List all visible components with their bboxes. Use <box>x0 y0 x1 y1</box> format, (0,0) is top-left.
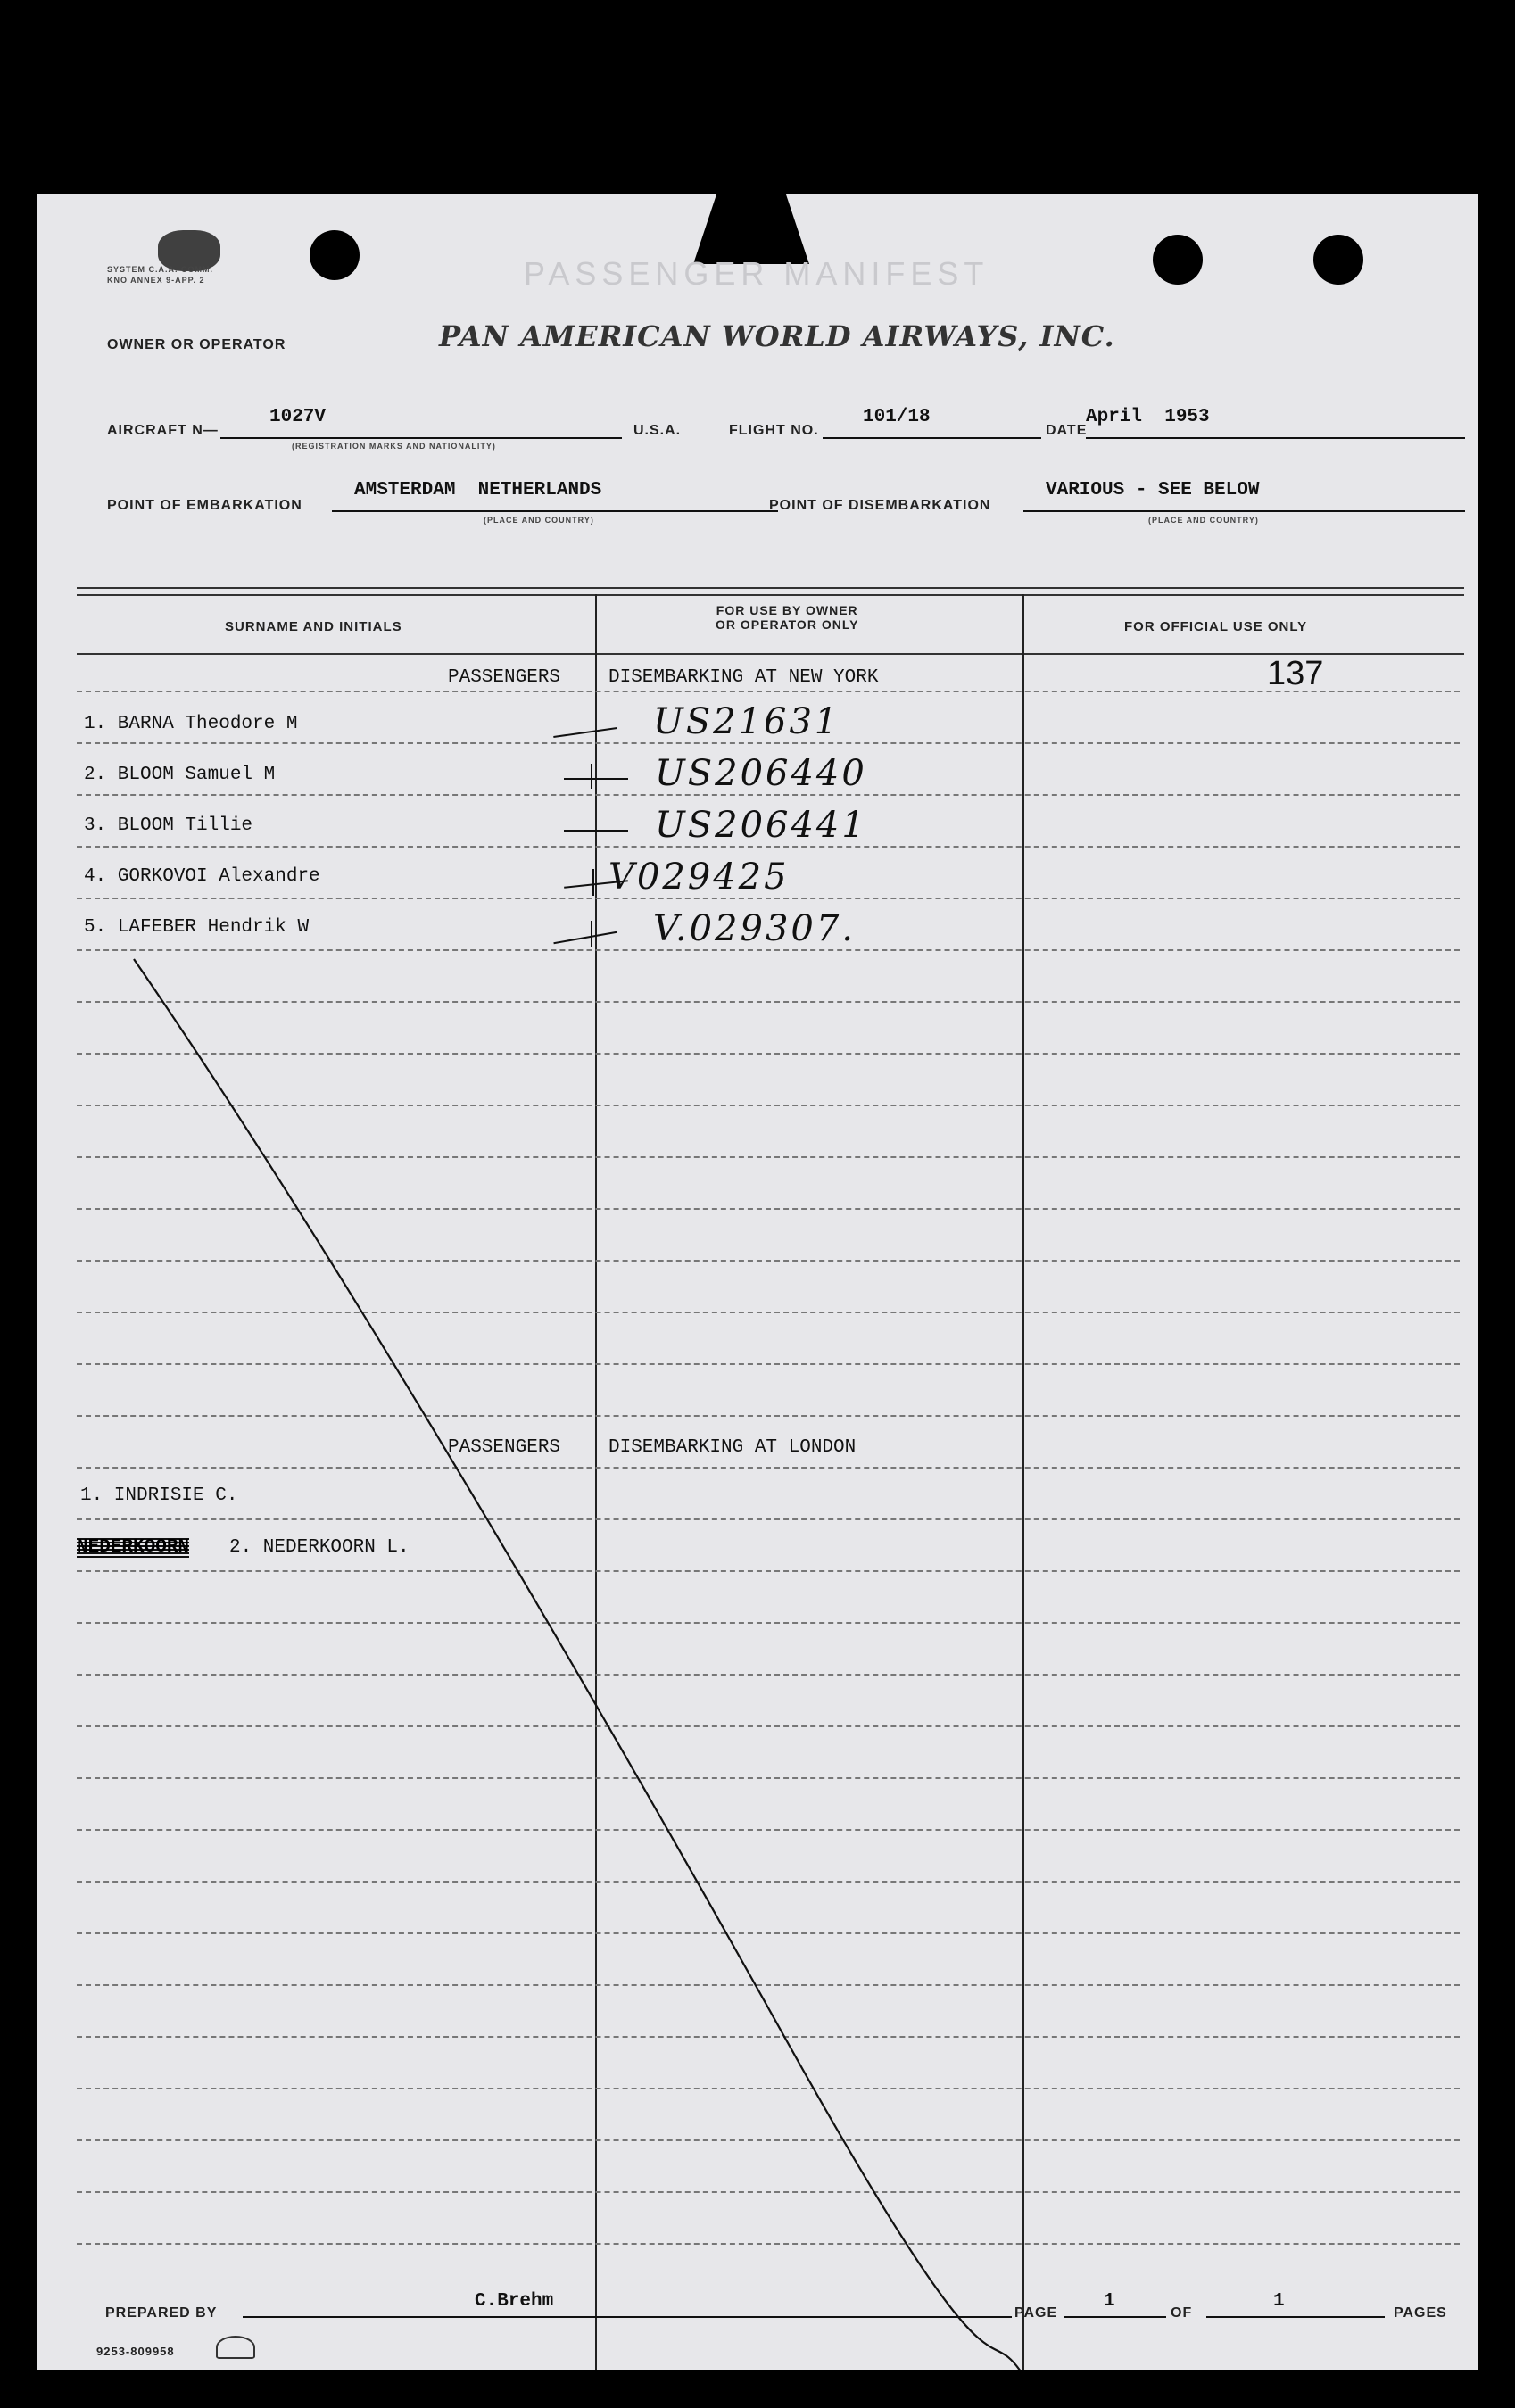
ruled-line <box>77 1777 1460 1779</box>
check-mark-tick <box>591 764 592 789</box>
ny-heading-passengers: PASSENGERS <box>448 667 561 688</box>
ruled-line <box>77 1984 1460 1986</box>
column-surname: SURNAME AND INITIALS <box>225 619 402 634</box>
page-label: PAGE <box>1014 2305 1058 2321</box>
ruled-line <box>77 2243 1460 2245</box>
ruled-line <box>77 1932 1460 1934</box>
passport-number: US206441 <box>655 805 867 846</box>
ruled-line <box>77 1415 1460 1417</box>
struck-name: NEDERKOORN <box>77 1537 190 1558</box>
check-mark <box>564 778 628 780</box>
ruled-line <box>77 1208 1460 1210</box>
check-mark <box>553 727 617 738</box>
disembark-underline <box>1023 510 1465 512</box>
flight-label: FLIGHT NO. <box>729 423 819 438</box>
prepared-value: C.Brehm <box>475 2291 554 2312</box>
ruled-line <box>77 2139 1460 2141</box>
ruled-line <box>77 1260 1460 1262</box>
passenger-row: 3. BLOOM Tillie <box>84 815 253 836</box>
check-mark <box>564 830 628 832</box>
form-code-line2: KNO ANNEX 9-APP. 2 <box>107 276 205 285</box>
embark-underline <box>332 510 778 512</box>
owner-value: PAN AMERICAN WORLD AIRWAYS, INC. <box>439 319 1115 353</box>
ruled-line <box>77 1881 1460 1883</box>
usa-label: U.S.A. <box>633 423 682 438</box>
flight-underline <box>823 437 1041 439</box>
check-mark-tick <box>592 869 594 896</box>
owner-label: OWNER OR OPERATOR <box>107 337 286 352</box>
passenger-row: 2. BLOOM Samuel M <box>84 765 276 785</box>
cancellation-line <box>37 194 1478 2370</box>
punch-hole-right-2 <box>1313 235 1363 285</box>
aircraft-value: 1027V <box>269 407 327 427</box>
embark-sub: (PLACE AND COUNTRY) <box>484 516 594 525</box>
page-underline <box>1064 2316 1166 2318</box>
punch-hole-left <box>310 230 360 280</box>
ruled-line <box>77 2191 1460 2193</box>
ruled-line <box>77 1363 1460 1365</box>
ruled-line <box>77 949 1460 951</box>
passport-number: V.029307. <box>653 908 857 949</box>
pages-label: PAGES <box>1394 2305 1447 2321</box>
passenger-row: 5. LAFEBER Hendrik W <box>84 917 310 938</box>
ruled-line <box>77 1156 1460 1158</box>
ruled-line <box>77 898 1460 899</box>
printer-stamp <box>216 2336 255 2359</box>
ruled-line <box>77 846 1460 848</box>
passenger-row: 4. GORKOVOI Alexandre <box>84 866 320 887</box>
ruled-line <box>77 691 1460 692</box>
punch-hole-right-1 <box>1153 235 1203 285</box>
ruled-line <box>77 1105 1460 1106</box>
flight-value: 101/18 <box>863 407 931 427</box>
cancellation-stroke <box>134 959 1021 2370</box>
ruled-line <box>77 1674 1460 1676</box>
of-value: 1 <box>1273 2291 1285 2312</box>
check-mark <box>553 931 617 944</box>
ruled-line <box>77 742 1460 744</box>
prepared-label: PREPARED BY <box>105 2305 218 2321</box>
of-label: OF <box>1171 2305 1193 2321</box>
ruled-line <box>77 1570 1460 1572</box>
aircraft-label: AIRCRAFT N— <box>107 423 219 438</box>
passport-number: US206440 <box>655 753 867 794</box>
check-mark-tick <box>591 921 592 947</box>
ruled-line <box>77 1725 1460 1727</box>
of-underline <box>1206 2316 1385 2318</box>
column-owner-use <box>716 603 858 632</box>
disembark-value: VARIOUS - SEE BELOW <box>1046 480 1260 501</box>
column-owner-use-line1: FOR USE BY OWNER <box>716 603 858 617</box>
column-owner-use-line2: OR OPERATOR ONLY <box>716 617 859 632</box>
passenger-row: 2. NEDERKOORN L. <box>229 1537 410 1558</box>
page-value: 1 <box>1104 2291 1115 2312</box>
clip-mark <box>693 194 809 264</box>
embark-value: AMSTERDAM NETHERLANDS <box>354 480 602 501</box>
ruled-line <box>77 1518 1460 1520</box>
date-value: April 1953 <box>1086 407 1210 427</box>
ruled-line <box>77 794 1460 796</box>
form-code <box>107 264 213 285</box>
column-divider-1 <box>595 594 597 2370</box>
ruled-line <box>77 1001 1460 1003</box>
table-top-rule <box>77 587 1464 596</box>
prepared-underline <box>243 2316 1012 2318</box>
form-code-line1: SYSTEM C.A.A. COMM. <box>107 265 214 274</box>
ruled-line <box>77 2036 1460 2038</box>
ruled-line <box>77 1312 1460 1313</box>
disembark-label: POINT OF DISEMBARKATION <box>769 498 991 513</box>
manifest-sheet <box>37 194 1478 2370</box>
london-heading-disembarking: DISEMBARKING AT LONDON <box>608 1437 857 1458</box>
column-divider-2 <box>1022 594 1024 2370</box>
passport-number: US21631 <box>653 701 840 742</box>
ruled-line <box>77 1622 1460 1624</box>
ny-heading-disembarking: DISEMBARKING AT NEW YORK <box>608 667 879 688</box>
london-heading-passengers: PASSENGERS <box>448 1437 561 1458</box>
table-header-rule <box>77 653 1464 655</box>
embark-label: POINT OF EMBARKATION <box>107 498 302 513</box>
official-count: 137 <box>1267 655 1324 692</box>
passenger-row: 1. BARNA Theodore M <box>84 714 298 734</box>
form-number: 9253-809958 <box>96 2345 175 2358</box>
disembark-sub: (PLACE AND COUNTRY) <box>1148 516 1259 525</box>
ruled-line <box>77 1053 1460 1055</box>
ruled-line <box>77 1829 1460 1831</box>
passenger-row: 1. INDRISIE C. <box>80 1485 238 1506</box>
date-label: DATE <box>1046 423 1088 438</box>
aircraft-sub: (REGISTRATION MARKS AND NATIONALITY) <box>292 442 496 451</box>
passport-number: V029425 <box>608 856 790 898</box>
aircraft-underline <box>220 437 622 439</box>
form-title: PASSENGER MANIFEST <box>524 255 989 292</box>
ruled-line <box>77 2088 1460 2089</box>
ruled-line <box>77 1467 1460 1469</box>
date-underline <box>1086 437 1465 439</box>
column-official-use: FOR OFFICIAL USE ONLY <box>1124 619 1308 634</box>
